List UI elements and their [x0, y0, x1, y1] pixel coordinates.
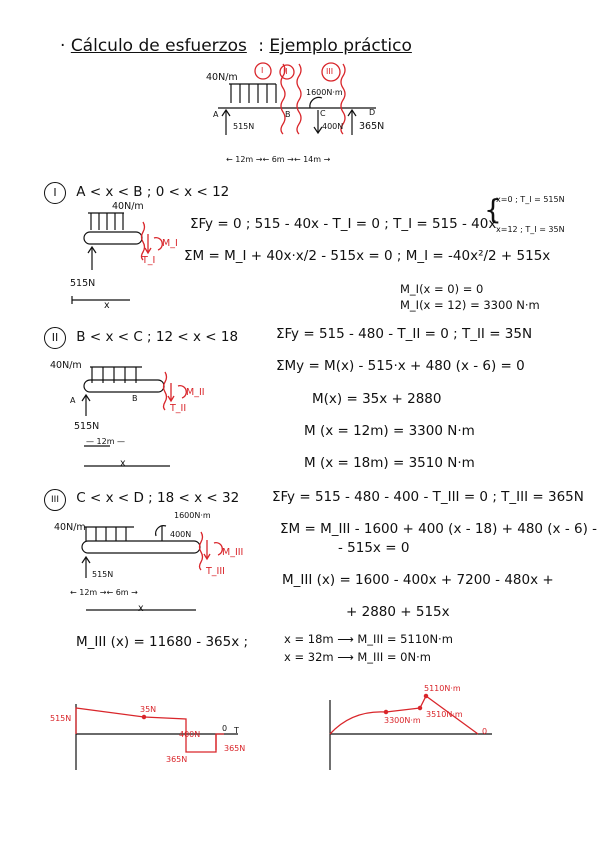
- section-1-moment-label: M_I: [162, 238, 178, 249]
- section-3-reaction: 515N: [92, 570, 114, 579]
- overview-reaction-d: 365N: [359, 121, 385, 132]
- section-2-eq-m: ΣMy = M(x) - 515·x + 480 (x - 6) = 0: [276, 358, 525, 374]
- section-3-moment-label: M_III: [222, 547, 244, 558]
- section-3-range: C < x < D ; 18 < x < 32: [76, 490, 240, 506]
- section-1-case-b: x=12 ; T_I = 35N: [496, 225, 565, 234]
- moment-value-3300: 3300N·m: [384, 716, 421, 725]
- section-2-eq-m18: M (x = 18m) = 3510 N·m: [304, 455, 475, 471]
- overview-reaction-a: 515N: [233, 122, 255, 131]
- title-left: Cálculo de esfuerzos: [70, 36, 247, 56]
- section-3-eq-fy: ΣFy = 515 - 480 - 400 - T_III = 0 ; T_III = 365N: [272, 489, 584, 505]
- overview-point-a: A: [213, 110, 219, 119]
- title-colon: :: [258, 36, 264, 56]
- section-1-case-a: x=0 ; T_I = 515N: [496, 195, 565, 204]
- section-3-result-18: x = 18m ⟶ M_III = 5110N·m: [284, 632, 453, 646]
- moment-value-3510: 3510N·m: [426, 710, 463, 719]
- overview-point-c: C: [320, 109, 326, 118]
- shear-end-t: T: [234, 726, 239, 735]
- section-1-brace: {: [484, 193, 502, 226]
- section-3-point-force: 400N: [170, 530, 192, 539]
- section-3-eq-mx2: + 2880 + 515x: [346, 604, 450, 620]
- section-2-shear-label: T_II: [170, 403, 187, 414]
- section-2-eq-mx: M(x) = 35x + 2880: [312, 391, 442, 407]
- section-2-moment-label: M_II: [186, 387, 205, 398]
- section-2-x-label: x: [120, 458, 126, 469]
- shear-value-400: 400N: [179, 730, 201, 739]
- overview-moment: 1600N·m: [306, 88, 343, 97]
- section-3-result-32: x = 32m ⟶ M_III = 0N·m: [284, 650, 431, 664]
- section-3-x-label: x: [138, 603, 144, 614]
- shear-value-35: 35N: [140, 705, 157, 714]
- section-1-load: 40N/m: [112, 201, 144, 212]
- section-2-reaction: 515N: [74, 421, 100, 432]
- moment-value-5110: 5110N·m: [424, 684, 461, 693]
- overview-force-c: 400N: [322, 122, 344, 131]
- section-2-point-a: A: [70, 396, 76, 405]
- section-3-point-moment: 1600N·m: [174, 511, 211, 520]
- section-3-eq-m2: - 515x = 0: [338, 540, 410, 556]
- overview-sec3: III: [326, 67, 334, 76]
- shear-end-zero: 0: [222, 724, 228, 733]
- overview-sec1: I: [261, 66, 264, 75]
- overview-load: 40N/m: [206, 72, 238, 83]
- section-2-point-b: B: [132, 394, 138, 403]
- section-3-eq-final: M_III (x) = 11680 - 365x ;: [76, 634, 249, 650]
- section-2-load: 40N/m: [50, 360, 82, 371]
- section-1-range: A < x < B ; 0 < x < 12: [76, 184, 230, 200]
- section-3-badge: III: [44, 489, 66, 511]
- overview-dimensions: ← 12m →← 6m →← 14m →: [226, 155, 331, 164]
- section-2-badge: II: [44, 327, 66, 349]
- section-1-eq-fy: ΣFy = 0 ; 515 - 40x - T_I = 0 ; T_I = 515 - 40x: [190, 216, 497, 232]
- section-2-dim: — 12m —: [86, 437, 126, 446]
- section-2-eq-m12: M (x = 12m) = 3300 N·m: [304, 423, 475, 439]
- section-1-eq-m: ΣM = M_I + 40x·x/2 - 515x = 0 ; M_I = -40x²/2 + 515x: [184, 248, 551, 264]
- section-3-shear-label: T_III: [206, 566, 225, 577]
- section-3-eq-mx1: M_III (x) = 1600 - 400x + 7200 - 480x +: [282, 572, 554, 588]
- section-3-eq-m1: ΣM = M_III - 1600 + 400 (x - 18) + 480 (x - 6) -: [280, 521, 598, 537]
- overview-sec2: II: [283, 67, 288, 76]
- section-1-reaction: 515N: [70, 278, 96, 289]
- title-bullet: ·: [60, 36, 66, 56]
- shear-value-365-right: 365N: [224, 744, 246, 753]
- section-1-m0: M_I(x = 0) = 0: [400, 282, 484, 296]
- shear-value-365-bottom: 365N: [166, 755, 188, 764]
- shear-value-515: 515N: [50, 714, 72, 723]
- section-1-x-label: x: [104, 300, 110, 311]
- section-3-dims: ← 12m →← 6m →: [70, 588, 138, 597]
- moment-end-zero: 0: [482, 727, 488, 736]
- section-1-m12: M_I(x = 12) = 3300 N·m: [400, 298, 540, 312]
- overview-point-d: D: [369, 108, 376, 117]
- section-3-load: 40N/m: [54, 522, 86, 533]
- title-right: Ejemplo práctico: [269, 36, 412, 56]
- overview-point-b: B: [285, 110, 291, 119]
- section-1-shear-label: T_I: [142, 255, 156, 266]
- section-2-eq-fy: ΣFy = 515 - 480 - T_II = 0 ; T_II = 35N: [276, 326, 533, 342]
- section-2-range: B < x < C ; 12 < x < 18: [76, 329, 239, 345]
- section-1-badge: I: [44, 182, 66, 204]
